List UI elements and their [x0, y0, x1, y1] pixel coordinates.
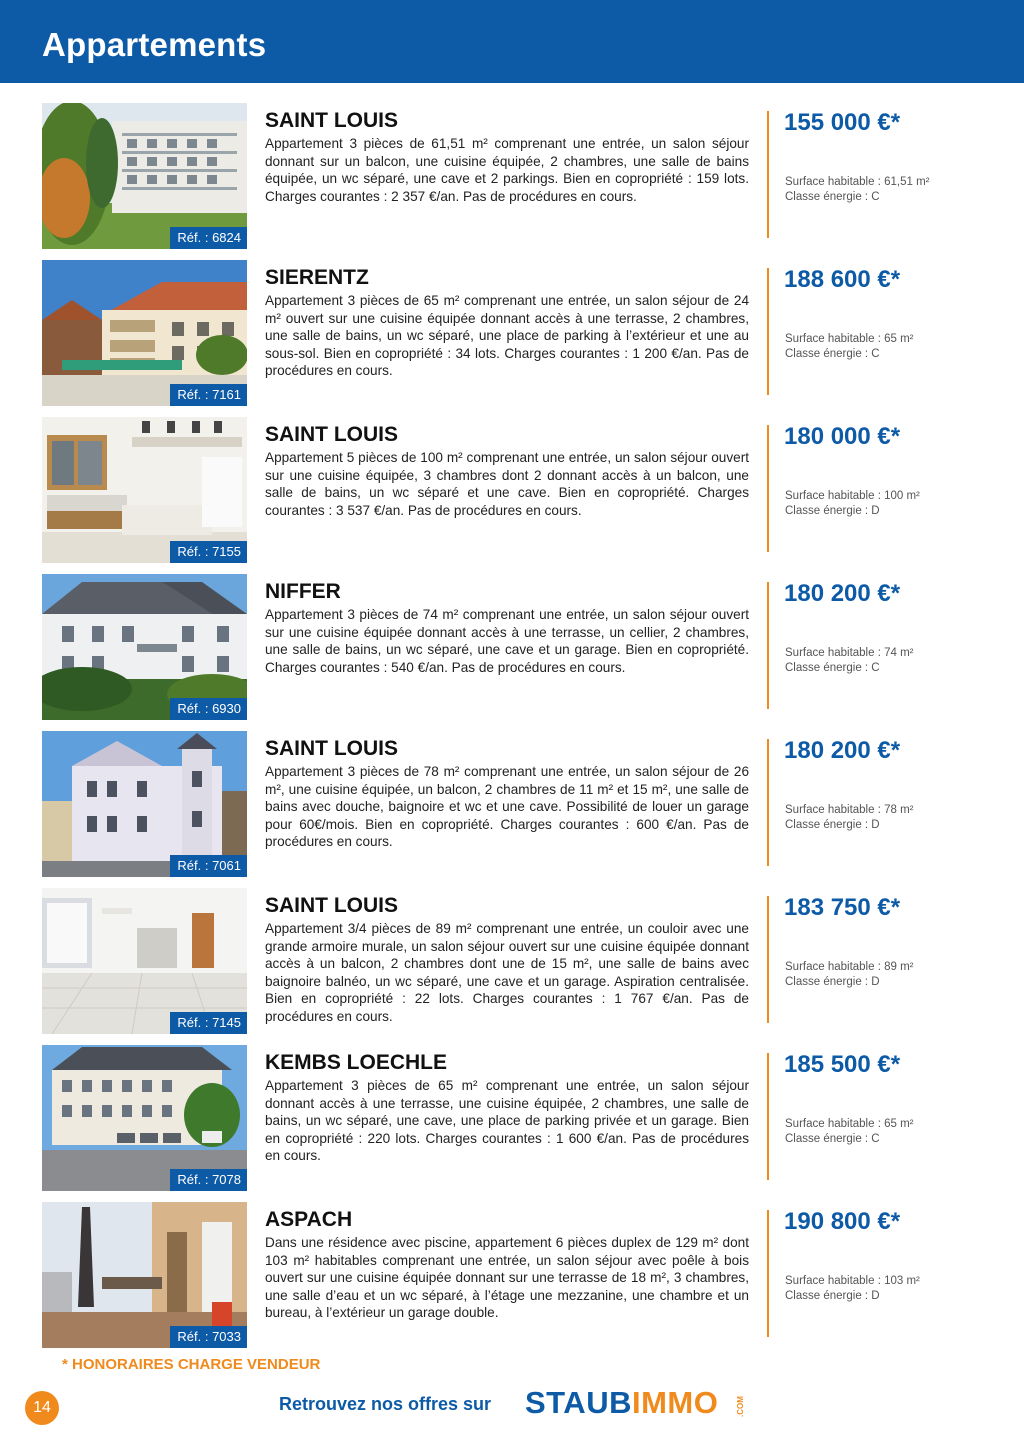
divider — [767, 425, 769, 552]
listing-description: Appartement 3 pièces de 65 m² comprenant une entrée, un salon séjour donnant accès à une terrasse, une cuisine équipée, 2 chambres, une salle de bains, un wc séparé, une cave, une place de parking privée et un garage. Bien en copropriété : 220 lots. Charges courantes : 1 600 €/an. Pas de procédures en cours. — [265, 1078, 749, 1163]
listing-description: Appartement 5 pièces de 100 m² comprenant une entrée, un salon séjour ouvert sur une cuisine équipée, 3 chambres dont 2 donnant accès à un balcon, une salle de bains, un wc séparé et une cave. Bien en copropriété. Charges courantes : 3 537 €/an. Pas de procédures en cours. — [265, 450, 749, 518]
listing-description: Appartement 3/4 pièces de 89 m² comprenant une entrée, un couloir avec une grande armoire murale, un salon séjour ouvert sur une cuisine équipée donnant accès à un balcon, 2 chambres dont une de 15 m², une salle de bains avec baignoire balnéo, un wc séparé, une cave et un garage. Aspiration centralisée. Bien en copropriété : 22 lots. Charges courantes : 1 767 €/an. Pas de procédures en cours. — [265, 921, 749, 1024]
listing-city: KEMBS LOECHLE — [265, 1051, 448, 1074]
divider — [767, 896, 769, 1023]
reference-badge: Réf. : 7145 — [170, 1012, 247, 1034]
listing-price: 180 200 €* — [784, 580, 901, 607]
listing-description: Appartement 3 pièces de 74 m² comprenant une entrée, un salon séjour ouvert sur une cuisine équipée donnant accès à une terrasse, un cellier, 2 chambres, une salle de bains, un wc séparé, une cave et un garage. Bien en copropriété. Charges courantes : 540 €/an. Pas de procédures en cours. — [265, 607, 749, 675]
listing-item[interactable] — [0, 103, 1024, 251]
listing-surface: Surface habitable : 100 m² — [785, 490, 920, 502]
divider — [767, 1210, 769, 1337]
listing-city: SAINT LOUIS — [265, 737, 399, 760]
divider — [767, 739, 769, 866]
reference-badge: Réf. : 7033 — [170, 1326, 247, 1348]
divider — [767, 268, 769, 395]
listing-city: SIERENTZ — [265, 266, 369, 289]
listing-energy-class: Classe énergie : C — [785, 348, 880, 360]
page-header — [0, 0, 1024, 83]
listing-energy-class: Classe énergie : D — [785, 976, 880, 988]
listing-item[interactable] — [0, 1045, 1024, 1193]
listing-energy-class: Classe énergie : D — [785, 819, 880, 831]
brand-domain-mark — [735, 1390, 745, 1418]
listing-city: SAINT LOUIS — [265, 894, 399, 917]
listing-price: 180 200 €* — [784, 737, 901, 764]
listing-energy-class: Classe énergie : C — [785, 191, 880, 203]
listing-energy-class: Classe énergie : C — [785, 1133, 880, 1145]
listing-description: Appartement 3 pièces de 65 m² comprenant une entrée, un salon séjour de 24 m² ouvert sur une cuisine équipée donnant accès à une terrasse, 2 chambres, une salle de bains, un wc séparé, une place de parking à l’extérieur et une au sous-sol. Bien en copropriété : 34 lots. Charges courantes : 1 200 €/an. Pas de procédures en cours. — [265, 293, 749, 378]
page-title: Appartements — [42, 26, 267, 63]
listing-photo[interactable] — [42, 1045, 247, 1191]
listing-energy-class: Classe énergie : C — [785, 662, 880, 674]
listing-price: 155 000 €* — [784, 109, 901, 136]
page-number: 14 — [25, 1391, 59, 1425]
listing-item[interactable] — [0, 731, 1024, 879]
reference-badge: Réf. : 7161 — [170, 384, 247, 406]
listing-surface: Surface habitable : 61,51 m² — [785, 176, 930, 188]
listing-city: NIFFER — [265, 580, 341, 603]
listing-city: SAINT LOUIS — [265, 109, 399, 132]
listing-price: 183 750 €* — [784, 894, 901, 921]
listing-city: SAINT LOUIS — [265, 423, 399, 446]
listing-energy-class: Classe énergie : D — [785, 1290, 880, 1302]
listing-description: Appartement 3 pièces de 61,51 m² comprenant une entrée, un salon séjour donnant sur un balcon, une cuisine équipée, 2 chambres, une salle de bains équipée, un wc séparé, une cave et 2 parkings. Bien en copropriété : 159 lots. Charges courantes : 2 357 €/an. Pas de procédures en cours. — [265, 136, 749, 204]
listing-photo[interactable] — [42, 260, 247, 406]
listing-city: ASPACH — [265, 1208, 353, 1231]
listing-item[interactable] — [0, 1202, 1024, 1350]
listing-surface: Surface habitable : 74 m² — [785, 647, 914, 659]
brand-logo-part2: IMMO — [631, 1385, 719, 1420]
listing-item[interactable] — [0, 574, 1024, 722]
divider — [767, 111, 769, 238]
fees-footnote: * HONORAIRES CHARGE VENDEUR — [62, 1356, 321, 1373]
listing-photo[interactable] — [42, 417, 247, 563]
listing-photo[interactable] — [42, 888, 247, 1034]
listing-photo[interactable] — [42, 731, 247, 877]
footer-tagline: Retrouvez nos offres sur — [279, 1394, 492, 1414]
listing-item[interactable] — [0, 888, 1024, 1036]
listing-surface: Surface habitable : 89 m² — [785, 961, 914, 973]
divider — [767, 582, 769, 709]
listing-surface: Surface habitable : 103 m² — [785, 1275, 920, 1287]
listing-description: Dans une résidence avec piscine, appartement 6 pièces duplex de 129 m² dont 103 m² habitables comprenant une entrée, un salon séjour avec poêle à bois ouvert sur une cuisine équipée donnant sur une terrasse de 18 m², 3 chambres, une salle d’eau et un wc séparé, à l’étage une mezzanine, une chambre et un bureau, à l’extérieur un garage double. — [265, 1235, 749, 1320]
listing-photo[interactable] — [42, 1202, 247, 1348]
reference-badge: Réf. : 7155 — [170, 541, 247, 563]
reference-badge: Réf. : 6930 — [170, 698, 247, 720]
listing-price: 190 800 €* — [784, 1208, 901, 1235]
listing-surface: Surface habitable : 65 m² — [785, 1118, 914, 1130]
divider — [767, 1053, 769, 1180]
reference-badge: Réf. : 7061 — [170, 855, 247, 877]
reference-badge: Réf. : 6824 — [170, 227, 247, 249]
listing-surface: Surface habitable : 78 m² — [785, 804, 914, 816]
reference-badge: Réf. : 7078 — [170, 1169, 247, 1191]
brand-logo[interactable] — [525, 1385, 718, 1421]
listing-photo[interactable] — [42, 574, 247, 720]
listing-item[interactable] — [0, 417, 1024, 565]
listing-surface: Surface habitable : 65 m² — [785, 333, 914, 345]
listing-description: Appartement 3 pièces de 78 m² comprenant une entrée, un salon séjour de 26 m², une cuisine équipée, un balcon, 2 chambres de 11 m² et 15 m², une salle de bains avec douche, baignoire et wc et une cave. Possibilité de louer un garage pour 60€/mois. Bien en copropriété. Charges courantes : 600 €/an. Pas de procédures en cours. — [265, 764, 749, 849]
listing-price: 180 000 €* — [784, 423, 901, 450]
brand-domain-text: .COM — [736, 1396, 745, 1417]
brand-logo-part1: STAUB — [525, 1385, 632, 1420]
listing-photo[interactable] — [42, 103, 247, 249]
listing-energy-class: Classe énergie : D — [785, 505, 880, 517]
listing-price: 185 500 €* — [784, 1051, 901, 1078]
listing-item[interactable] — [0, 260, 1024, 408]
listing-price: 188 600 €* — [784, 266, 901, 293]
